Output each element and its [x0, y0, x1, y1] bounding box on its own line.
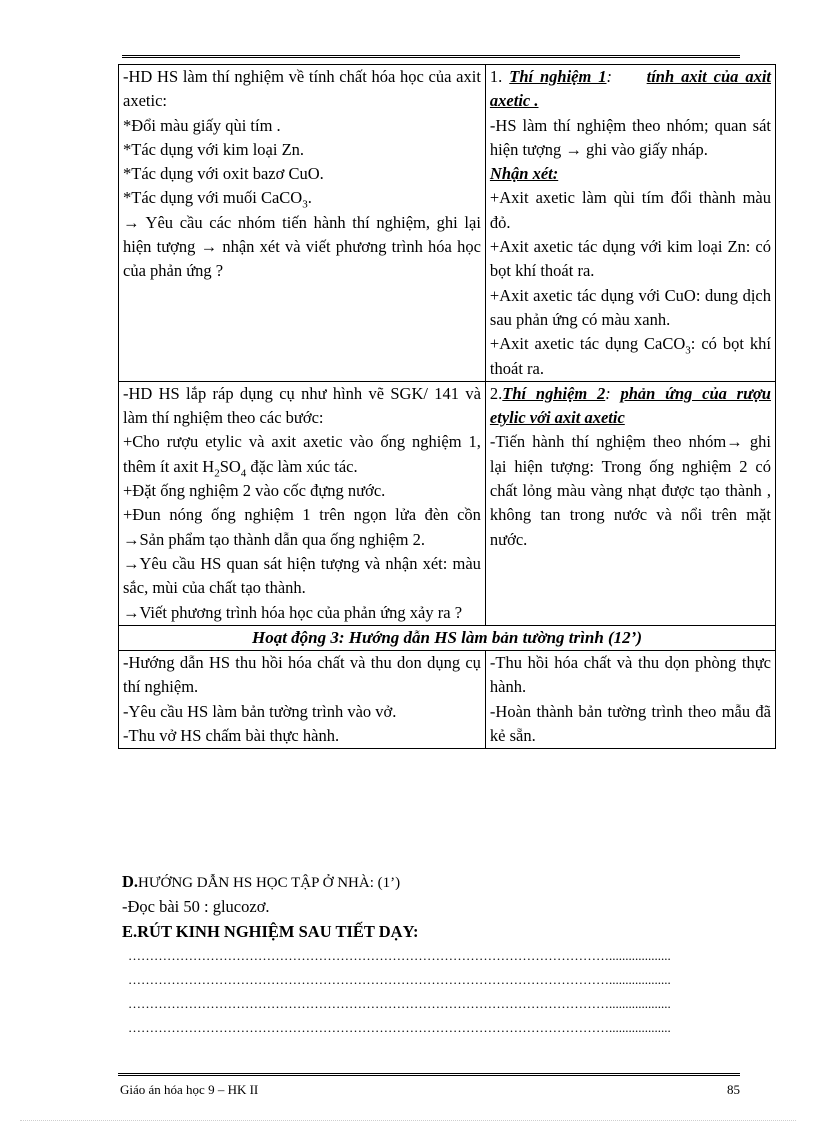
text-line: -Thu vở HS chấm bài thực hành. [123, 726, 340, 746]
text-line: *Tác dụng với muối CaCO$_3$. [123, 188, 312, 211]
dotted-line: …………………………………………………………………………………………………................... [128, 971, 671, 987]
text-line: +Cho rượu etylic và axit axetic vào ống nghiệm 1, thêm ít axit $H_2SO_4$ đặc làm xúc tác. [123, 432, 481, 480]
experiment-heading: 1. Thí nghiệm 1: tính axit của axit axetic . [489, 67, 772, 111]
page-number: 85 [727, 1082, 740, 1097]
text-line: *Tác dụng với oxit bazơ CuO. [123, 164, 324, 184]
text-line: →Yêu cầu HS quan sát hiện tượng và nhận xét: màu sắc, mùi của chất tạo thành. [123, 553, 481, 598]
text-line: +Axit axetic tác dụng với kim loại Zn: có bọt khí thoát ra. [489, 237, 771, 281]
text-line: -Hoàn thành bản tường trình theo mẫu đã kẻ sẵn. [489, 701, 771, 746]
section-d-text: -Đọc bài 50 : glucozơ. [122, 897, 270, 917]
text-line: -HD HS làm thí nghiệm về tính chất hóa học của axit axetic: [123, 67, 481, 111]
text-line: +Đun nóng ống nghiệm 1 trên ngọn lửa đèn cồn →Sản phẩm tạo thành dẫn qua ống nghiệm 2. [123, 505, 481, 549]
activity-heading: Hoạt động 3: Hướng dẫn HS làm bản tường trình (12’) [119, 625, 776, 650]
dotted-line: …………………………………………………………………………………………………................... [128, 1019, 671, 1035]
section-d-title: D.HƯỚNG DẪN HS HỌC TẬP Ở NHÀ: (1’) [122, 872, 401, 891]
teacher-activity-cell [119, 65, 486, 382]
text-line: +Axit axetic tác dụng với CuO: dung dịch sau phản ứng có màu xanh. [489, 285, 771, 329]
remark-heading: Nhận xét: [489, 164, 559, 184]
text-line: +Axit axetic làm qùi tím đổi thành màu đỏ. [489, 188, 771, 232]
table-row [119, 651, 776, 749]
text-line: →Viết phương trình hóa học của phản ứng xảy ra ? [123, 602, 463, 622]
student-activity-cell [485, 381, 775, 625]
footer-title: Giáo án hóa học 9 – HK II [120, 1082, 259, 1097]
table-row [119, 65, 776, 382]
table-row [119, 625, 776, 650]
footer-rule [118, 1073, 740, 1076]
dotted-line: …………………………………………………………………………………………………................... [128, 995, 671, 1011]
section-e-title: E.RÚT KINH NGHIỆM SAU TIẾT DẠY: [122, 921, 419, 941]
page-edge [20, 1120, 796, 1121]
text-line: -Yêu cầu HS làm bản tường trình vào vở. [123, 701, 397, 721]
student-activity-cell [485, 651, 775, 749]
text-line: -Hướng dẫn HS thu hồi hóa chất và thu don dụng cụ thí nghiệm. [123, 653, 481, 697]
homework-section [122, 870, 772, 1040]
experiment-heading: 2.Thí nghiệm 2: phản ứng của rượu etylic với axit axetic [489, 383, 771, 428]
text-line: +Đặt ống nghiệm 2 vào cốc đựng nước. [123, 481, 386, 501]
text-line: -HD HS lắp ráp dụng cụ như hình vẽ SGK/ 141 và làm thí nghiệm theo các bước: [123, 383, 481, 428]
page-footer [120, 1082, 740, 1098]
teacher-activity-cell [119, 381, 486, 625]
text-line: -HS làm thí nghiệm theo nhóm; quan sát hiện tượng → ghi vào giấy nháp. [489, 115, 771, 159]
text-line: +Axit axetic tác dụng CaCO$_3$: có bọt khí thoát ra. [489, 334, 771, 378]
text-line: → Yêu cầu các nhóm tiến hành thí nghiệm, ghi lại hiện tượng → nhận xét và viết phương trình hóa học của phản ứng ? [123, 212, 481, 281]
table-row [119, 381, 776, 625]
dotted-line: …………………………………………………………………………………………………................... [128, 947, 671, 963]
student-activity-cell [485, 65, 775, 382]
text-line: *Đổi màu giấy qùi tím . [123, 115, 281, 135]
lesson-table [118, 64, 776, 749]
text-line: *Tác dụng với kim loại Zn. [123, 139, 305, 159]
text-line: -Thu hồi hóa chất và thu dọn phòng thực hành. [489, 653, 771, 697]
text-line: -Tiến hành thí nghiệm theo nhóm→ ghi lại hiện tượng: Trong ống nghiệm 2 có chất lỏng màu vàng nhạt được tạo thành , không tan trong nước và nổi trên mặt nước. [489, 432, 771, 549]
teacher-activity-cell [119, 651, 486, 749]
header-rule [122, 55, 740, 58]
